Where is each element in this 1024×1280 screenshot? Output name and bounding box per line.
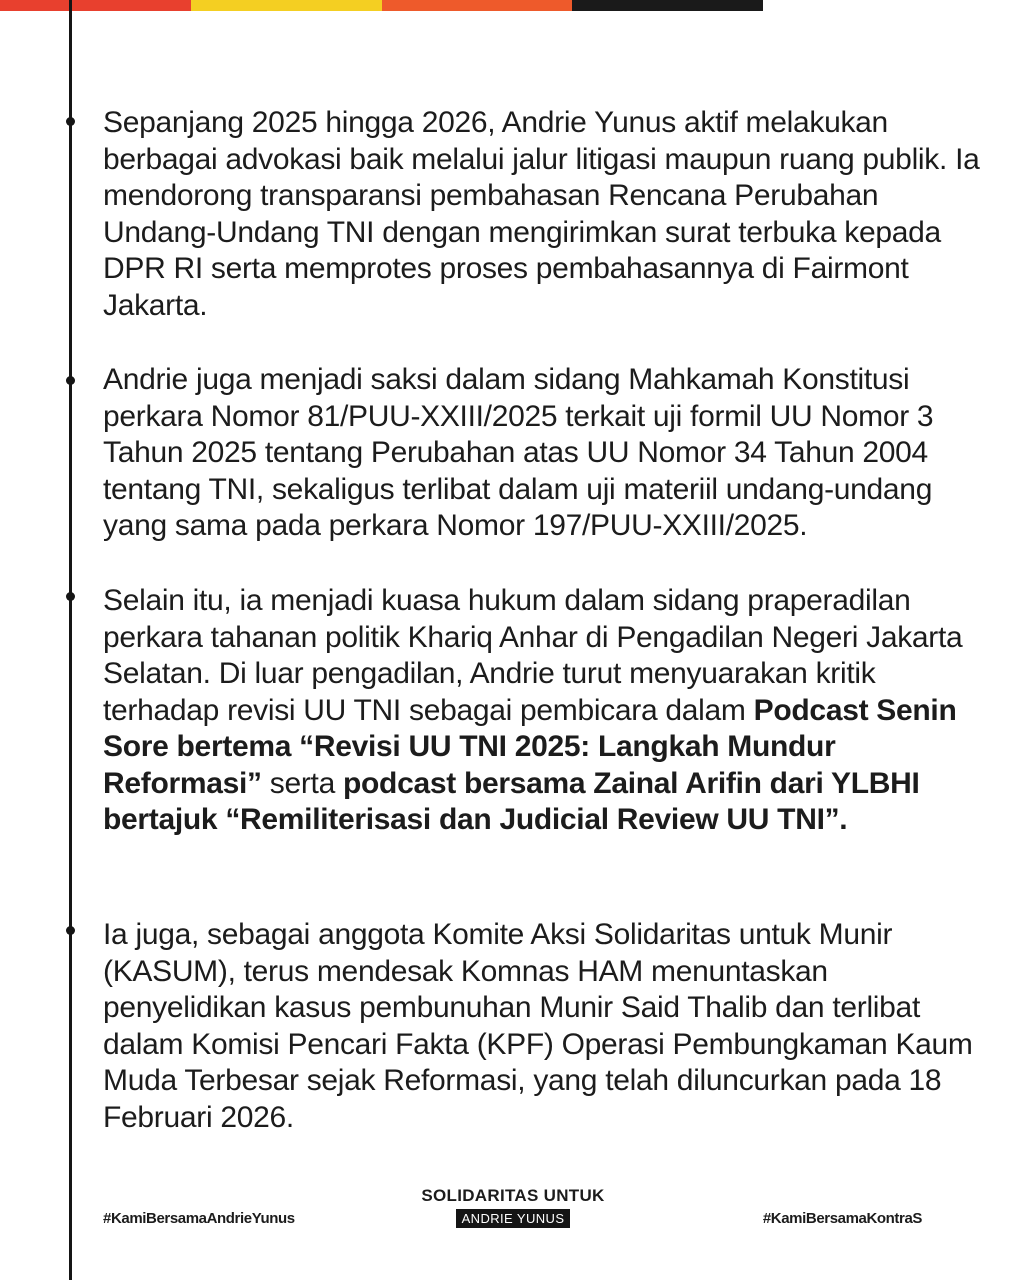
paragraph-advocacy [103, 105, 983, 324]
paragraph-legal-counsel [103, 583, 983, 839]
hashtag-left: #KamiBersamaAndrieYunus [103, 1210, 295, 1227]
timeline-line [69, 0, 72, 1280]
text-segment: Ia juga, sebagai anggota Komite Aksi Solidaritas untuk Munir (KASUM), terus mendesak Komnas HAM menuntaskan penyelidikan kasus pembunuhan Munir Said Thalib dan terlibat dalam Komisi Pencari Fakta (KPF) Operasi Pembungkaman Kaum Muda Terbesar sejak Reformasi, yang telah diluncurkan pada 18 Februari 2026. [103, 918, 973, 1134]
stripe-red [0, 0, 191, 11]
timeline-dot [66, 117, 75, 126]
text-segment: Selain itu, ia menjadi kuasa hukum dalam sidang praperadilan perkara tahanan politik Khariq Anhar di Pengadilan Negeri Jakarta Selatan. Di luar pengadilan, Andrie turut menyuarakan kritik terhadap revisi UU TNI sebagai pembicara dalam [103, 584, 963, 727]
brand-title: SOLIDARITAS UNTUK [421, 1186, 605, 1205]
brand-logo [408, 1186, 618, 1228]
text-segment: Sepanjang 2025 hingga 2026, Andrie Yunus aktif melakukan berbagai advokasi baik melalui jalur litigasi maupun ruang publik. Ia mendorong transparansi pembahasan Rencana Perubahan Undang-Undang TNI dengan mengirimkan surat terbuka kepada DPR RI serta memprotes proses pembahasannya di Fairmont Jakarta. [103, 106, 980, 322]
timeline-dot [66, 592, 75, 601]
bold-text-segment: Podcast Senin Sore bertema “Revisi UU TNI 2025: Langkah Mundur Reformasi” [103, 693, 957, 800]
paragraph-mk-witness [103, 362, 983, 545]
brand-subtitle: ANDRIE YUNUS [456, 1209, 571, 1228]
hashtag-right: #KamiBersamaKontraS [762, 1210, 922, 1227]
text-segment: serta [261, 766, 343, 800]
color-stripe [0, 0, 763, 11]
bold-text-segment: podcast bersama Zainal Arifin dari YLBHI bertajuk “Remiliterisasi dan Judicial Review UU TNI”. [103, 766, 920, 836]
paragraph-kasum [103, 917, 983, 1136]
timeline-dot [66, 376, 75, 385]
stripe-orange [382, 0, 573, 11]
stripe-yellow [191, 0, 382, 11]
text-segment: Andrie juga menjadi saksi dalam sidang Mahkamah Konstitusi perkara Nomor 81/PUU-XXIII/2025 terkait uji formil UU Nomor 3 Tahun 2025 tentang Perubahan atas UU Nomor 34 Tahun 2004 tentang TNI, sekaligus terlibat dalam uji materiil undang-undang yang sama pada perkara Nomor 197/PUU-XXIII/2025. [103, 363, 934, 542]
stripe-black [572, 0, 763, 11]
timeline-dot [66, 926, 75, 935]
